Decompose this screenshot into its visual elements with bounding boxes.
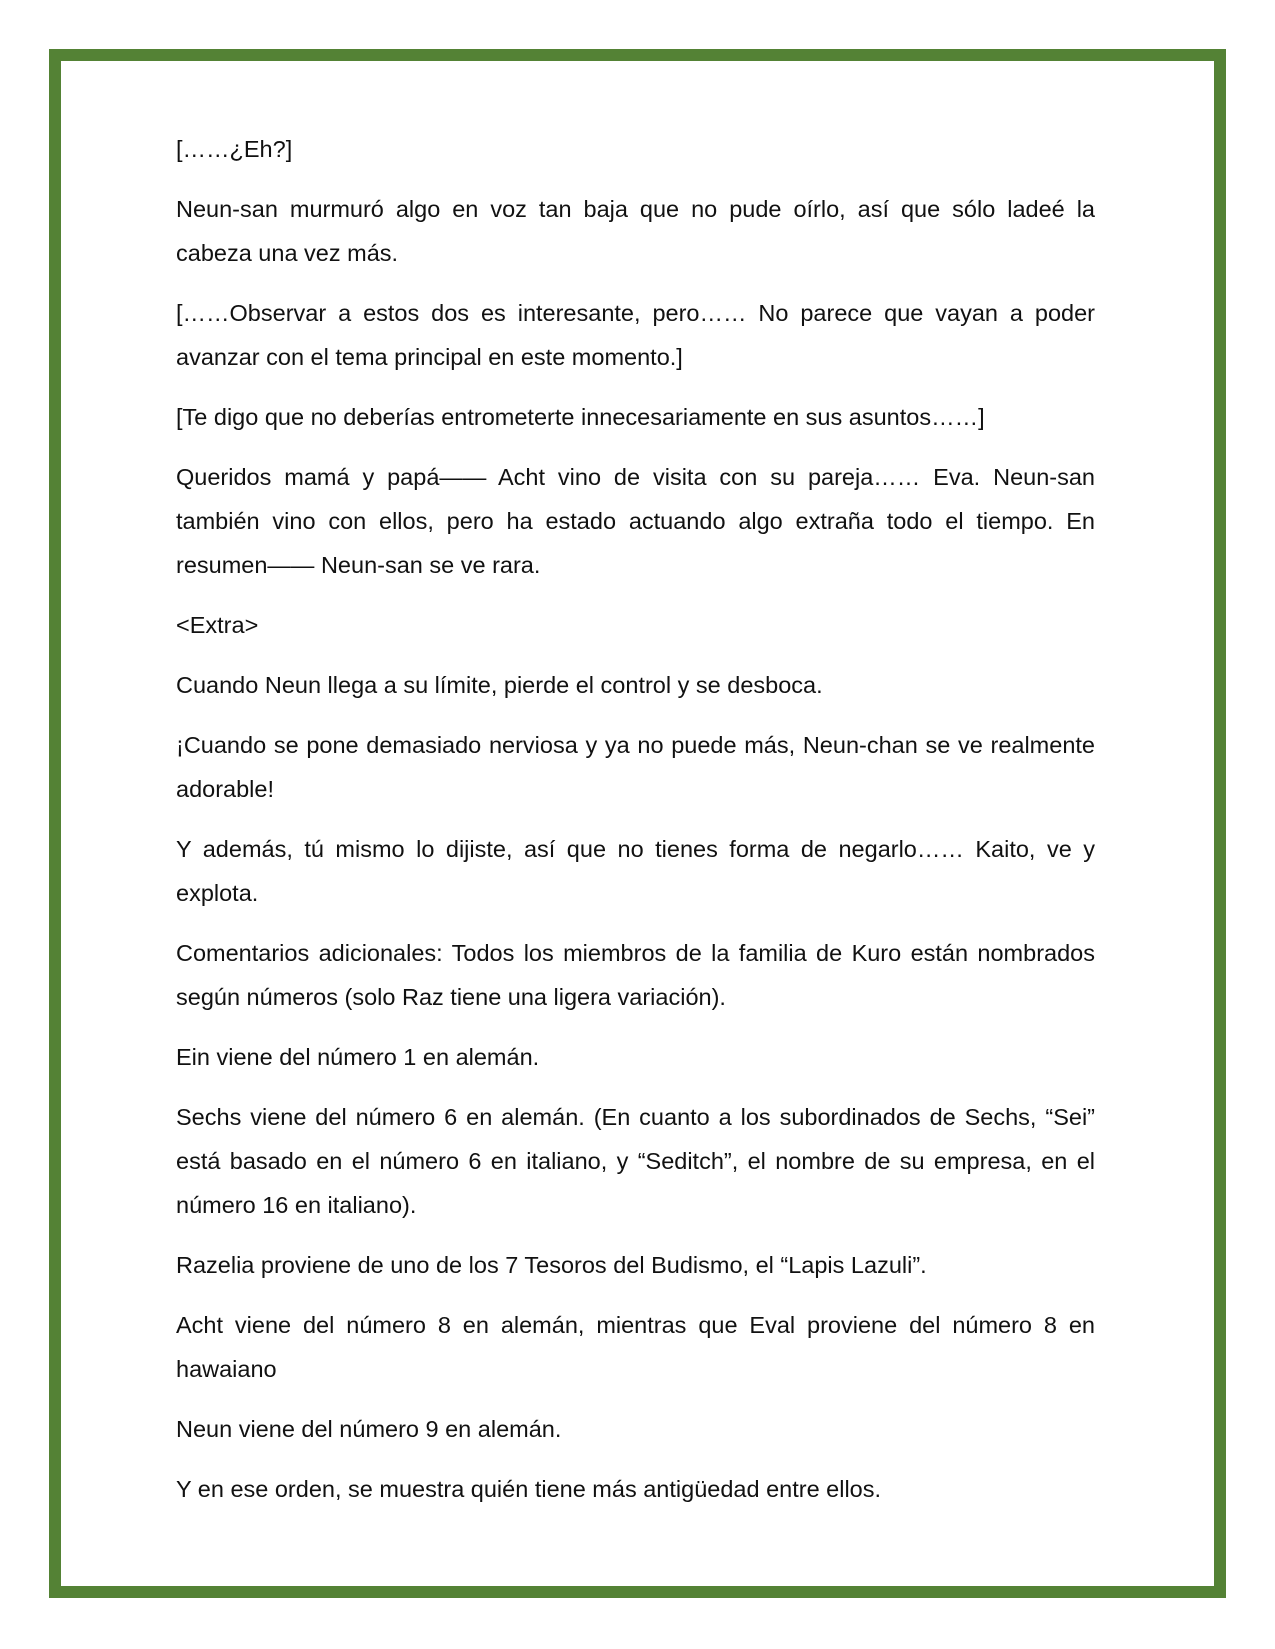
section-heading-extra: <Extra> (176, 612, 259, 638)
paragraph: [……¿Eh?] (176, 136, 293, 162)
paragraph: Y en ese orden, se muestra quién tiene más antigüedad entre ellos. (176, 1476, 882, 1502)
paragraph: ¡Cuando se pone demasiado nerviosa y ya no puede más, Neun-chan se ve realmente adorable! (176, 732, 1095, 802)
paragraph: Neun viene del número 9 en alemán. (176, 1416, 562, 1442)
paragraph: Ein viene del número 1 en alemán. (176, 1044, 540, 1070)
paragraph: Cuando Neun llega a su límite, pierde el control y se desboca. (176, 672, 823, 698)
paragraph: Comentarios adicionales: Todos los miembros de la familia de Kuro están nombrados según números (solo Raz tiene una ligera variación). (176, 940, 1095, 1010)
paragraph: [Te digo que no deberías entrometerte innecesariamente en sus asuntos……] (176, 404, 985, 430)
paragraph: Neun-san murmuró algo en voz tan baja que no pude oírlo, así que sólo ladeé la cabeza una vez más. (176, 196, 1095, 266)
paragraph: Acht viene del número 8 en alemán, mientras que Eval proviene del número 8 en hawaiano (176, 1312, 1095, 1382)
paragraph: [……Observar a estos dos es interesante, pero…… No parece que vayan a poder avanzar con el tema principal en este momento.] (176, 300, 1095, 370)
paragraph: Queridos mamá y papá—— Acht vino de visita con su pareja…… Eva. Neun-san también vino con ellos, pero ha estado actuando algo extraña todo el tiempo. En resumen—— Neun-san se ve rara. (176, 464, 1095, 578)
paragraph: Sechs viene del número 6 en alemán. (En cuanto a los subordinados de Sechs, “Sei” está basado en el número 6 en italiano, y “Seditch”, el nombre de su empresa, en el número 16 en italiano). (176, 1104, 1095, 1218)
paragraph: Razelia proviene de uno de los 7 Tesoros del Budismo, el “Lapis Lazuli”. (176, 1252, 927, 1278)
document-body (176, 127, 1095, 1527)
paragraph: Y además, tú mismo lo dijiste, así que no tienes forma de negarlo…… Kaito, ve y explota. (176, 836, 1095, 906)
